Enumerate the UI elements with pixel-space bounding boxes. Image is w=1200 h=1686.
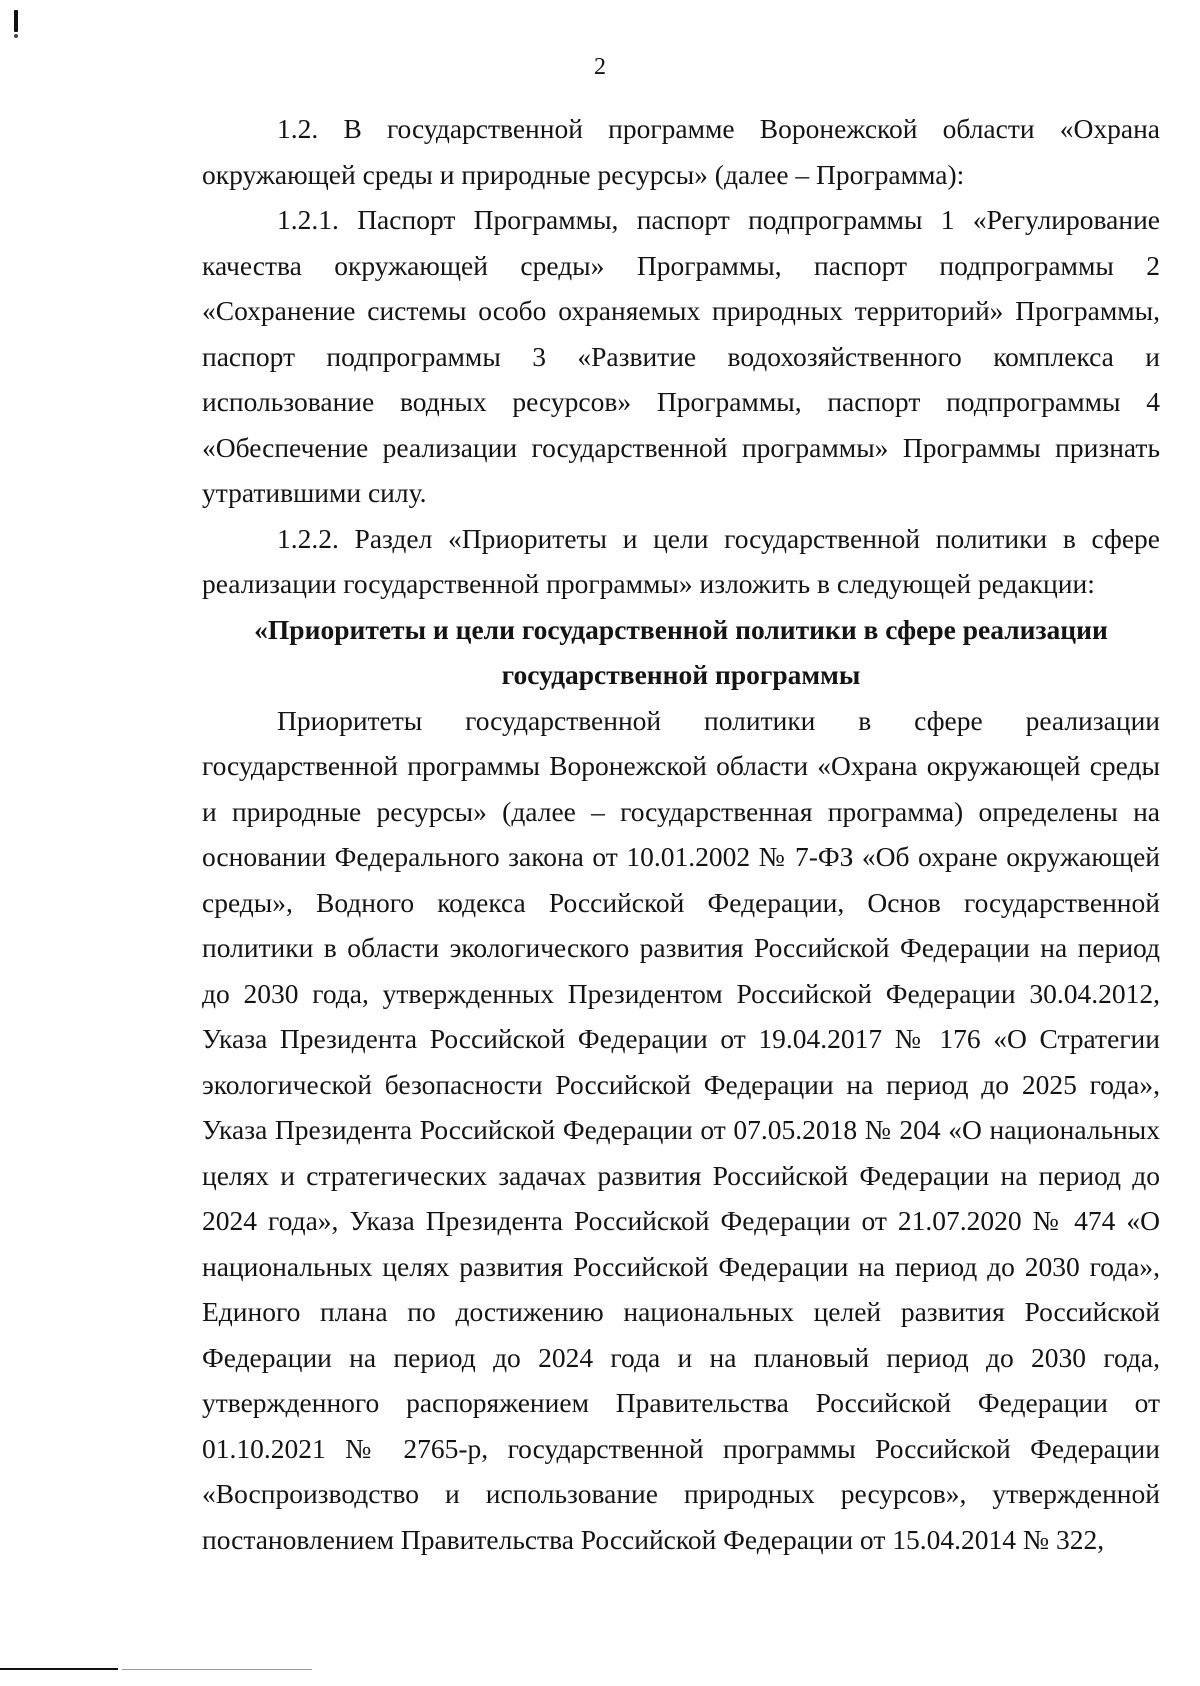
- scan-artifact-mark: [14, 10, 18, 32]
- bottom-edge-rule: [0, 1668, 118, 1670]
- paragraph-priorities: Приоритеты государственной политики в сфере реализации государственной программы Воронежской области «Охрана окружающей среды и природные ресурсы» (далее – государственная программа) определены на основании Федерального закона от 10.01.2002 № 7-ФЗ «Об охране окружающей среды», Водного кодекса Российской Федерации, Основ государственной политики в области экологического развития Российской Федерации на период до 2030 года, утвержденных Президентом Российской Федерации 30.04.2012, Указа Президента Российской Федерации от 19.04.2017 № 176 «О Стратегии экологической безопасности Российской Федерации на период до 2025 года», Указа Президента Российской Федерации от 07.05.2018 № 204 «О национальных целях и стратегических задачах развития Российской Федерации на период до 2024 года», Указа Президента Российской Федерации от 21.07.2020 № 474 «О национальных целях развития Российской Федерации на период до 2030 года», Единого плана по достижению национальных целей развития Российской Федерации на период до 2024 года и на плановый период до 2030 года, утвержденного распоряжением Правительства Российской Федерации от 01.10.2021 № 2765-р, государственной программы Российской Федерации «Воспроизводство и использование природных ресурсов», утвержденной постановлением Правительства Российской Федерации от 15.04.2014 № 322,: [202, 704, 1160, 1555]
- section-heading-line-1: «Приоритеты и цели государственной политики в сфере реализации: [254, 613, 1108, 645]
- bottom-edge-rule-faint: [122, 1669, 312, 1670]
- section-heading-line-2: государственной программы: [501, 659, 861, 690]
- paragraph-1-2-2: 1.2.2. Раздел «Приоритеты и цели государственной политики в сфере реализации государственной программы» изложить в следующей редакции:: [202, 522, 1160, 599]
- page-number: 2: [594, 54, 606, 80]
- paragraph-1-2: 1.2. В государственной программе Воронежской области «Охрана окружающей среды и природные ресурсы» (далее – Программа):: [202, 113, 1160, 190]
- document-body: [202, 106, 1160, 1562]
- section-heading: [202, 607, 1160, 698]
- paragraph-1-2-1: 1.2.1. Паспорт Программы, паспорт подпрограммы 1 «Регулирование качества окружающей среды» Программы, паспорт подпрограммы 2 «Сохранение системы особо охраняемых природных территорий» Программы, паспорт подпрограммы 3 «Развитие водохозяйственного комплекса и использование водных ресурсов» Программы, паспорт подпрограммы 4 «Обеспечение реализации государственной программы» Программы признать утратившими силу.: [202, 204, 1160, 508]
